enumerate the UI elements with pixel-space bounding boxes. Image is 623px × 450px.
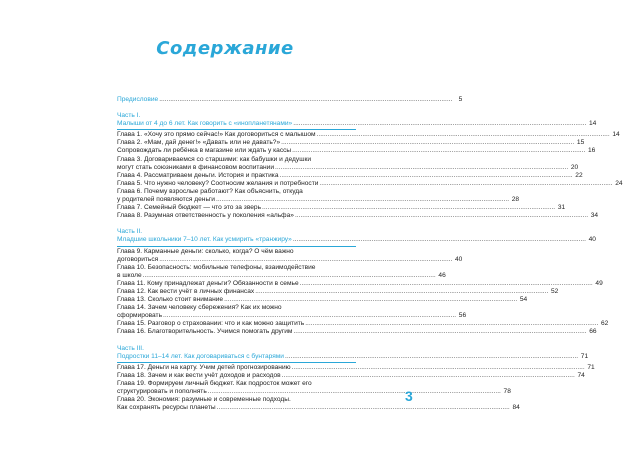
toc-entry-title: в школе (117, 271, 142, 279)
toc-entry (117, 163, 579, 172)
toc-entry-page: 56 (458, 312, 467, 320)
toc-entry-page: 16 (587, 147, 596, 155)
leader-dots (281, 139, 574, 147)
toc-entry-title: Глава 5. Что нужно человеку? Соотносим желания и потребности (117, 179, 319, 187)
part-header (117, 120, 597, 128)
toc-entry-page: 49 (595, 279, 603, 287)
toc-entry-title: Глава 17. Деньги на карту. Учим детей прогнозированию (117, 363, 291, 371)
toc-entry-page: 14 (612, 131, 620, 139)
toc-entry (117, 271, 446, 280)
toc-entry (117, 196, 520, 204)
toc-entry (117, 328, 597, 336)
toc-entry (117, 380, 356, 388)
toc-entry-title: Глава 11. Кому принадлежат деньги? Обязанности в семье (117, 279, 299, 287)
toc-entry-page: 71 (587, 363, 595, 371)
toc-entry (117, 320, 609, 328)
toc-entry-page: 40 (455, 255, 463, 263)
toc-entry (117, 212, 599, 220)
part-page: 40 (588, 236, 596, 244)
toc-entry (117, 264, 356, 272)
toc-entry-title: Глава 6. Почему взрослые работают? Как объяснить, откуда (117, 187, 303, 195)
toc-entry (117, 304, 356, 312)
leader-dots (295, 212, 588, 220)
toc-entry (117, 171, 583, 180)
leader-dots (163, 312, 456, 320)
toc-entry-page: 78 (503, 388, 511, 395)
leader-dots (305, 320, 598, 328)
part-header (117, 352, 589, 361)
toc-entry (117, 188, 356, 196)
leader-dots (282, 372, 575, 380)
toc-entry-page: 46 (438, 271, 446, 279)
toc-entry (117, 279, 603, 288)
toc-entry-title: Глава 20. Экономия: разумные и современные подходы. (117, 396, 291, 404)
leader-dots (224, 296, 517, 304)
toc-entry (117, 396, 356, 404)
leader-dots (159, 256, 452, 264)
table-of-contents (117, 96, 623, 412)
toc-entry (117, 287, 559, 296)
part-title: Младшие школьники 7–10 лет. Как усмирить «транжиру» (117, 236, 292, 244)
toc-entry-title: договориться (117, 255, 159, 263)
toc-entry (117, 312, 467, 320)
toc-entry-page: 22 (575, 171, 583, 179)
toc-entry (117, 179, 623, 188)
toc-entry (117, 296, 528, 304)
leader-dots (319, 180, 612, 188)
part-label: Часть III. (117, 344, 144, 352)
toc-entry-title: Глава 18. Зачем и как вести учёт доходов и расходов (117, 371, 281, 379)
toc-entry-title: могут стать союзниками в финансовом воспитании (117, 163, 275, 171)
toc-entry-page: 24 (615, 179, 623, 187)
toc-entry-title: Предисловие (117, 96, 159, 103)
toc-entry-title: Глава 4. Рассматриваем деньги. История и практика (117, 171, 279, 179)
toc-entry (117, 248, 356, 256)
section-gap (117, 104, 356, 112)
leader-dots (292, 147, 585, 155)
toc-entry-title: Глава 19. Формируем личный бюджет. Как подросток может его (117, 379, 312, 387)
toc-entry-title: Глава 7. Семейный бюджет — что это за зверь (117, 204, 262, 212)
leader-dots (292, 364, 585, 372)
leader-dots (275, 164, 568, 172)
leader-dots (208, 388, 501, 396)
leader-dots (293, 120, 586, 128)
toc-entry-page: 34 (590, 212, 599, 220)
toc-entry-preface (117, 96, 463, 104)
toc-entry-title: у родителей появляются деньги (117, 196, 215, 204)
toc-entry-page: 15 (576, 139, 585, 147)
toc-entry-title: сформировать (117, 312, 163, 320)
leader-dots (217, 404, 510, 412)
toc-entry-page: 84 (512, 404, 520, 412)
toc-entry-page: 54 (519, 296, 528, 304)
toc-entry-title: Глава 16. Благотворительность. Учимся помогать другим (117, 328, 293, 336)
part-label: Часть II. (117, 228, 143, 236)
part-label: Часть I. (117, 112, 141, 120)
part-page: 71 (580, 352, 589, 360)
leader-dots (317, 131, 610, 139)
toc-entry-title: Сопровождать ли ребёнка в магазине или ждать у кассы (117, 147, 292, 155)
toc-entry (117, 204, 566, 212)
section-gap (117, 220, 356, 228)
leader-dots (255, 288, 548, 296)
toc-entry-page: 52 (550, 287, 559, 295)
toc-entry-title: Глава 3. Договариваемся со старшими: как бабушки и дедушки (117, 155, 312, 163)
toc-entry-title: Глава 13. Сколько стоит внимание (117, 296, 224, 304)
leader-dots (262, 204, 555, 212)
toc-entry (117, 404, 520, 412)
toc-entry-title: Глава 8. Разумная ответственность у поколения «альфа» (117, 212, 294, 220)
part-title: Малыши от 4 до 6 лет. Как говорить с «инопланетянами» (117, 120, 293, 128)
page-title: Содержание (156, 38, 294, 59)
toc-entry (117, 371, 585, 380)
leader-dots (159, 96, 452, 104)
page-number: 3 (405, 388, 413, 404)
toc-entry-page: 74 (577, 371, 585, 379)
toc-entry-title: структурировать и пополнять (117, 388, 207, 395)
section-gap (117, 337, 356, 345)
leader-dots (300, 280, 593, 288)
toc-entry-page: 5 (458, 96, 463, 103)
toc-entry-title: Глава 10. Безопасность: мобильные телефоны, взаимодействие (117, 263, 316, 271)
toc-entry-page: 31 (557, 204, 566, 212)
toc-entry-title: Глава 2. «Мам, дай денег!» «Давать или не давать?» (117, 139, 281, 147)
toc-entry (117, 255, 463, 264)
toc-entry-title: Как сохранять ресурсы планеты (117, 404, 216, 412)
toc-entry-title: Глава 12. Как вести учёт в личных финансах (117, 287, 255, 295)
leader-dots (143, 272, 436, 280)
toc-entry (117, 388, 511, 396)
leader-dots (285, 353, 578, 361)
part-divider (117, 246, 356, 247)
toc-entry-page: 62 (601, 320, 609, 328)
toc-entry-page: 20 (570, 163, 579, 171)
leader-dots (280, 172, 573, 180)
toc-entry-title: Глава 9. Карманные деньги: сколько, когда? О чём важно (117, 247, 294, 255)
part-title: Подростки 11–14 лет. Как договариваться с бунтарями (117, 352, 284, 360)
toc-entry-title: Глава 15. Разговор о страховании: что и как можно защитить (117, 320, 305, 328)
toc-entry-page: 66 (589, 328, 597, 336)
toc-entry (117, 147, 596, 155)
toc-entry (117, 363, 595, 372)
part-page: 14 (589, 120, 597, 128)
toc-entry-page: 28 (511, 196, 520, 204)
leader-dots (216, 196, 509, 204)
toc-entry-title: Глава 14. Зачем человеку сбережения? Как их можно (117, 304, 282, 312)
part-divider (117, 362, 356, 363)
leader-dots (293, 236, 586, 244)
toc-entry (117, 156, 356, 164)
toc-entry-title: Глава 1. «Хочу это прямо сейчас!» Как договориться с малышом (117, 131, 316, 139)
part-header (117, 236, 596, 244)
leader-dots (293, 328, 586, 336)
